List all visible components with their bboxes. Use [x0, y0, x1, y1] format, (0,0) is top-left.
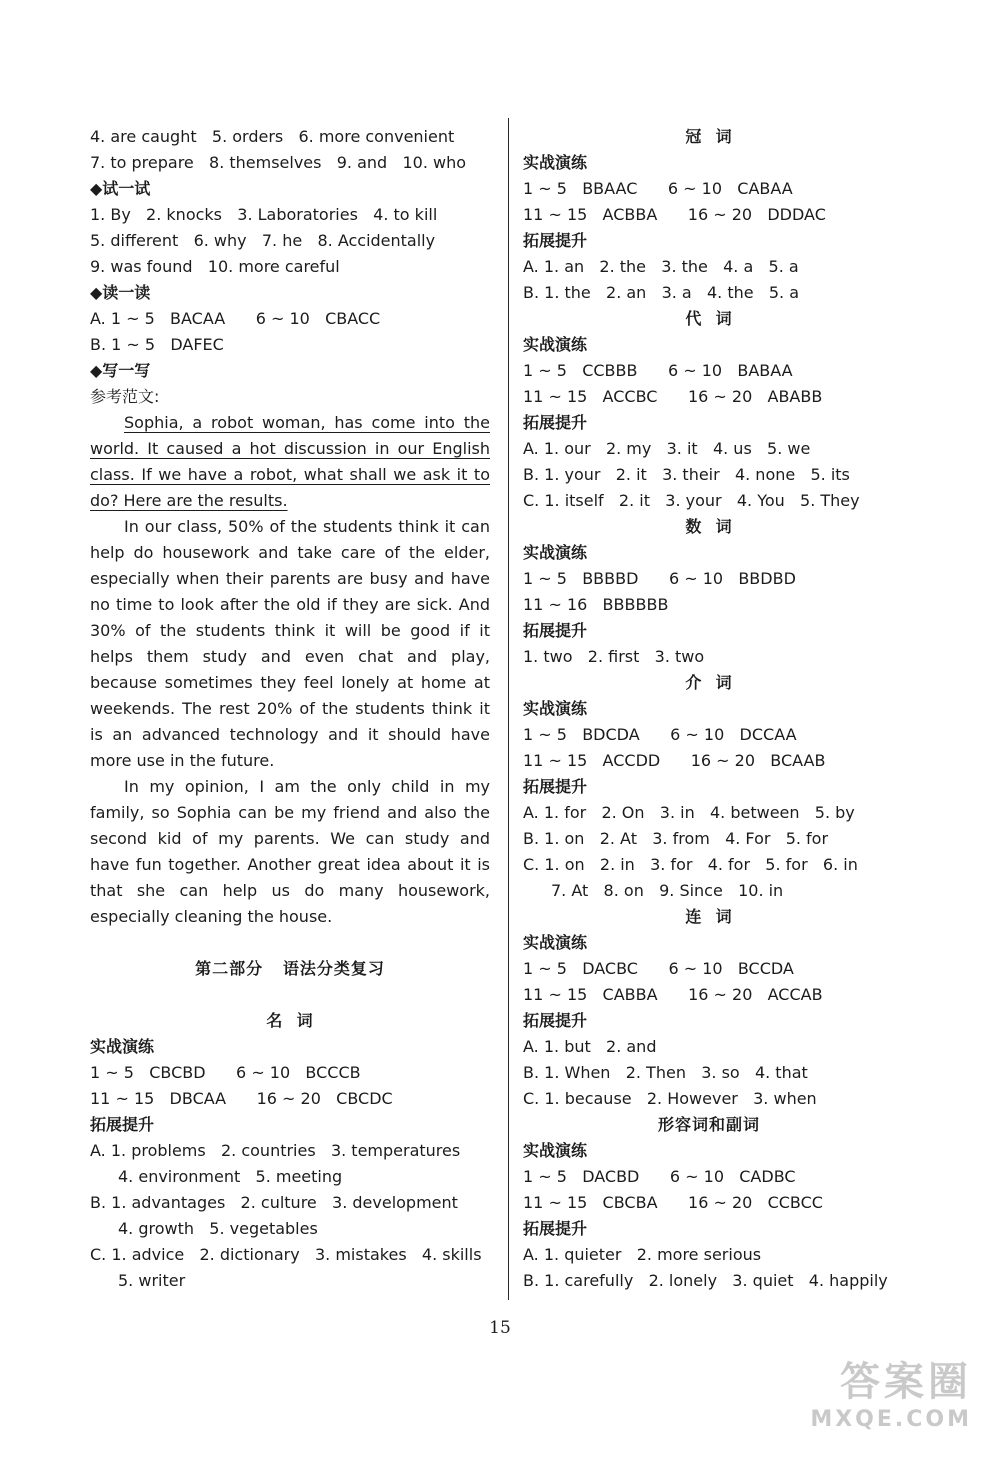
answer-line: 11 ~ 15 CBCBA 16 ~ 20 CCBCC — [523, 1193, 823, 1212]
answer-line: 7. to prepare 8. themselves 9. and 10. who — [90, 153, 466, 172]
answer-line: A. 1. an 2. the 3. the 4. a 5. a — [523, 257, 799, 276]
section-read-heading: ◆读一读 — [90, 283, 151, 302]
practice-heading: 实战演练 — [90, 1037, 155, 1056]
answer-line: 9. was found 10. more careful — [90, 257, 340, 276]
answer-line: 1 ~ 5 DACBD 6 ~ 10 CADBC — [523, 1167, 796, 1186]
section-title-adj-adv: 形容词和副词 — [657, 1115, 760, 1134]
practice-heading: 实战演练 — [523, 335, 588, 354]
answer-line: A. 1. quieter 2. more serious — [523, 1245, 762, 1264]
watermark-logo — [810, 1350, 972, 1432]
answer-line: 1 ~ 5 CCBBB 6 ~ 10 BABAA — [523, 361, 793, 380]
model-essay-label: 参考范文: — [90, 387, 160, 406]
extend-heading: 拓展提升 — [523, 621, 588, 640]
answer-line: 1 ~ 5 CBCBD 6 ~ 10 BCCCB — [90, 1063, 361, 1082]
part-title: 第二部分 语法分类复习 — [195, 959, 385, 978]
answer-line: 5. writer — [118, 1271, 186, 1290]
answer-line: 1 ~ 5 DACBC 6 ~ 10 BCCDA — [523, 959, 794, 978]
extend-heading: 拓展提升 — [90, 1115, 155, 1134]
extend-heading: 拓展提升 — [523, 231, 588, 250]
answer-line: 1 ~ 5 BBAAC 6 ~ 10 CABAA — [523, 179, 793, 198]
answer-line: 1 ~ 5 BDCDA 6 ~ 10 DCCAA — [523, 725, 797, 744]
section-title-article: 冠 词 — [685, 127, 733, 146]
answer-line: 11 ~ 15 DBCAA 16 ~ 20 CBCDC — [90, 1089, 393, 1108]
practice-heading: 实战演练 — [523, 1141, 588, 1160]
extend-heading: 拓展提升 — [523, 1219, 588, 1238]
model-essay — [90, 410, 490, 930]
essay-paragraph: In my opinion, I am the only child in my family, so Sophia can be my friend and also the second kid of my parents. We can study and have fun together. Another great idea about it is that she can help us do many housework, especially cleaning the house. — [90, 777, 490, 926]
answer-line: A. 1. but 2. and — [523, 1037, 657, 1056]
practice-heading: 实战演练 — [523, 933, 588, 952]
answer-line: 4. growth 5. vegetables — [118, 1219, 318, 1238]
section-try-heading: ◆试一试 — [90, 179, 151, 198]
answer-line: A. 1. our 2. my 3. it 4. us 5. we — [523, 439, 811, 458]
practice-heading: 实战演练 — [523, 543, 588, 562]
left-column — [90, 124, 490, 1294]
answer-line: 11 ~ 16 BBBBBB — [523, 595, 669, 614]
answer-line: 1. By 2. knocks 3. Laboratories 4. to kill — [90, 205, 438, 224]
answer-line: C. 1. itself 2. it 3. your 4. You 5. They — [523, 491, 860, 510]
answer-line: B. 1. the 2. an 3. a 4. the 5. a — [523, 283, 800, 302]
answer-line: C. 1. advice 2. dictionary 3. mistakes 4. skills — [90, 1245, 482, 1264]
practice-heading: 实战演练 — [523, 153, 588, 172]
answer-line: C. 1. because 2. However 3. when — [523, 1089, 817, 1108]
answer-line: A. 1. for 2. On 3. in 4. between 5. by — [523, 803, 855, 822]
answer-line: 11 ~ 15 ACCDD 16 ~ 20 BCAAB — [523, 751, 826, 770]
answer-line: 7. At 8. on 9. Since 10. in — [551, 881, 784, 900]
answer-line: B. 1. carefully 2. lonely 3. quiet 4. happily — [523, 1271, 888, 1290]
answer-line: B. 1. advantages 2. culture 3. development — [90, 1193, 458, 1212]
answer-line: A. 1. problems 2. countries 3. temperatures — [90, 1141, 461, 1160]
watermark-cn: 答案圈 — [840, 1359, 972, 1405]
section-title-numeral: 数 词 — [685, 517, 733, 536]
answer-line: B. 1 ~ 5 DAFEC — [90, 335, 224, 354]
column-divider — [508, 118, 509, 1300]
answer-line: 1 ~ 5 BBBBD 6 ~ 10 BBDBD — [523, 569, 796, 588]
page-number: 15 — [489, 1318, 511, 1338]
watermark-en: MXQE.COM — [810, 1407, 972, 1432]
answer-line: 11 ~ 15 CABBA 16 ~ 20 ACCAB — [523, 985, 823, 1004]
answer-line: 5. different 6. why 7. he 8. Accidentally — [90, 231, 436, 250]
answer-line: 4. environment 5. meeting — [118, 1167, 343, 1186]
answer-line: C. 1. on 2. in 3. for 4. for 5. for 6. in — [523, 855, 858, 874]
answer-line: A. 1 ~ 5 BACAA 6 ~ 10 CBACC — [90, 309, 381, 328]
answer-line: 11 ~ 15 ACCBC 16 ~ 20 ABABB — [523, 387, 823, 406]
extend-heading: 拓展提升 — [523, 777, 588, 796]
answer-line: 11 ~ 15 ACBBA 16 ~ 20 DDDAC — [523, 205, 826, 224]
section-title-pronoun: 代 词 — [685, 309, 733, 328]
answer-line: 4. are caught 5. orders 6. more convenient — [90, 127, 455, 146]
practice-heading: 实战演练 — [523, 699, 588, 718]
answer-line: B. 1. When 2. Then 3. so 4. that — [523, 1063, 808, 1082]
section-title-preposition: 介 词 — [685, 673, 733, 692]
extend-heading: 拓展提升 — [523, 413, 588, 432]
answer-line: B. 1. your 2. it 3. their 4. none 5. its — [523, 465, 850, 484]
section-title-noun: 名 词 — [266, 1011, 314, 1030]
essay-paragraph: In our class, 50% of the students think it can help do housework and take care of the elder, especially when their parents are busy and have no time to look after the old if they are sick. And 30% of the students think it will be good if it helps them study and even chat and play, because sometimes they feel lonely at home at weekends. The rest 20% of the students think it is an advanced technology and it should have more use in the future. — [90, 517, 490, 770]
essay-paragraph-underlined: Sophia, a robot woman, has come into the world. It caused a hot discussion in our English class. If we have a robot, what shall we ask it to do? Here are the results. — [90, 413, 490, 510]
section-title-conjunction: 连 词 — [685, 907, 733, 926]
answer-line: 1. two 2. first 3. two — [523, 647, 705, 666]
answer-line: B. 1. on 2. At 3. from 4. For 5. for — [523, 829, 829, 848]
right-column — [523, 124, 895, 1294]
section-write-heading: ◆写一写 — [90, 361, 151, 380]
extend-heading: 拓展提升 — [523, 1011, 588, 1030]
